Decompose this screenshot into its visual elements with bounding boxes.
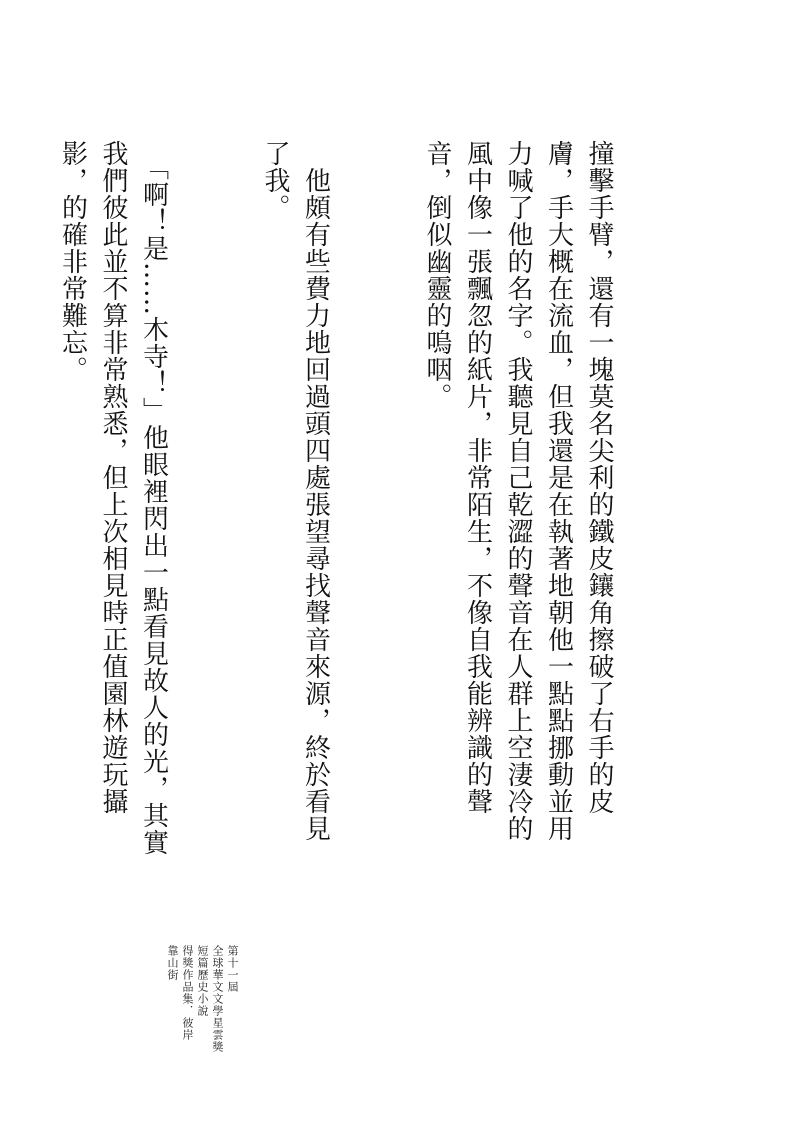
footer-award: 全球華文文學星雲獎 bbox=[211, 945, 224, 1053]
footer-collection: 得獎作品集．彼岸 bbox=[181, 945, 194, 1041]
footer-edition: 第十一屆 bbox=[226, 945, 239, 993]
body-text bbox=[57, 140, 700, 860]
footer-category: 短篇歷史小說 bbox=[196, 945, 209, 1017]
page-footer bbox=[130, 945, 240, 1095]
footer-location: 靠山街 bbox=[166, 945, 179, 981]
paragraph-1: 撞擊手臂，還有一塊莫名尖利的鐵皮鑲角擦破了右手的皮膚，手大概在流血，但我還是在執著地朝他一點點挪動並用力喊了他的名字。我聽見自己乾澀的聲音在人群上空淒冷的風中像一張飄忽的紙片，非常陌生，不像自我能辨識的聲音，倒似幽靈的嗚咽。 bbox=[422, 140, 614, 842]
paragraph-2: 他頗有些費力地回過頭四處張望尋找聲音來源，終於看見了我。 bbox=[260, 140, 331, 842]
paragraph-3: 「啊！是……木寺！」他眼裡閃出一點看見故人的光，其實我們彼此並不算非常熟悉，但上次相見時正值園林遊玩攝影，的確非常難忘。 bbox=[57, 140, 169, 856]
